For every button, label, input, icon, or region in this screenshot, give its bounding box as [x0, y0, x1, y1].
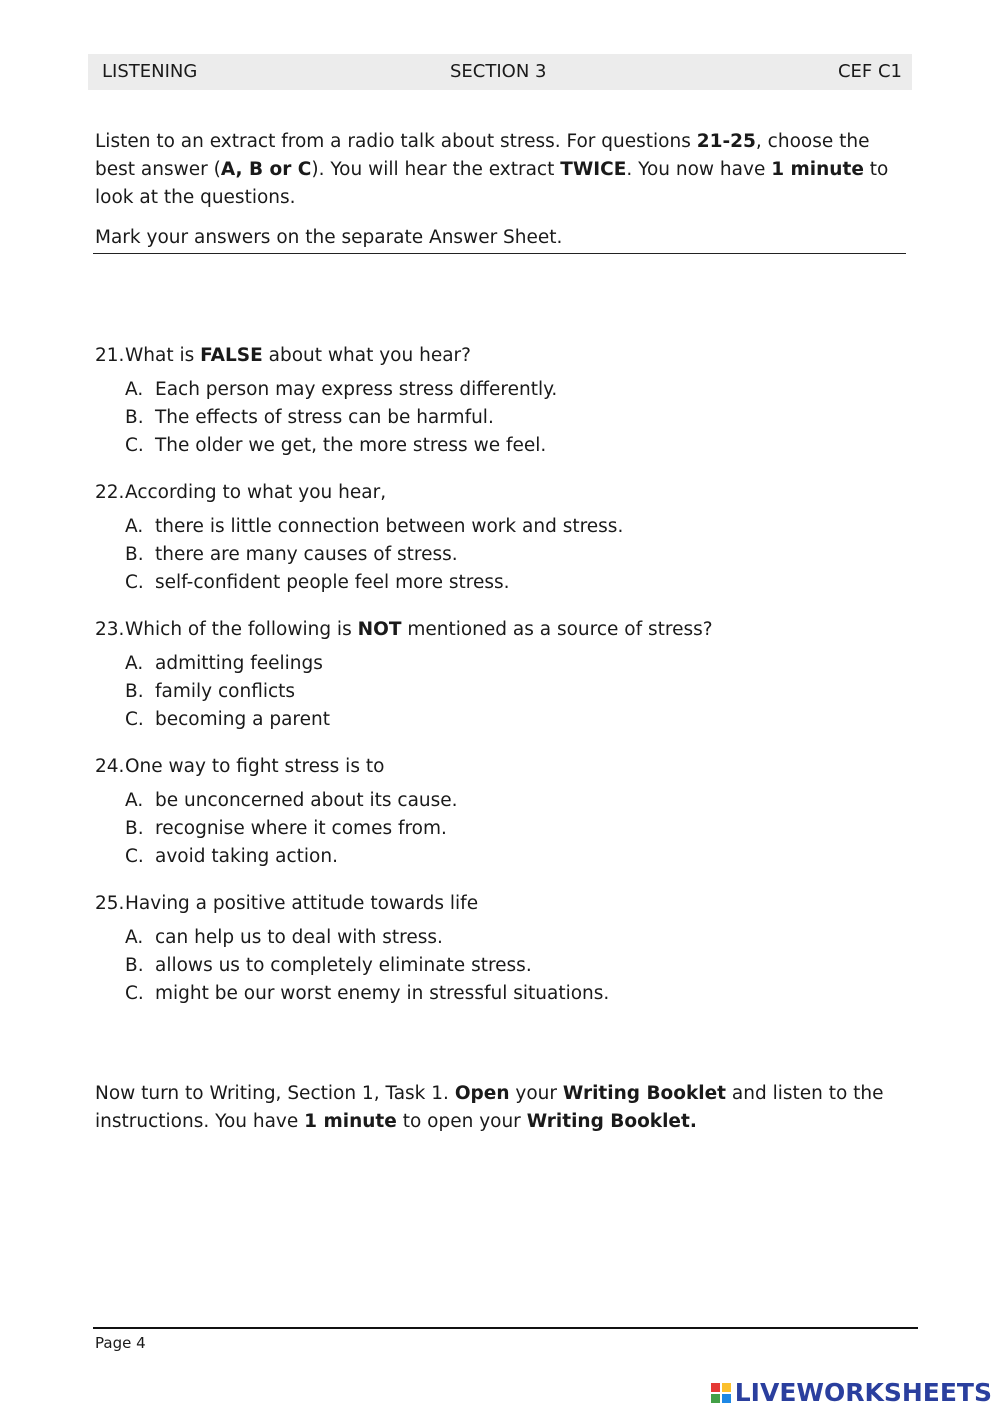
page-header — [88, 54, 912, 90]
option[interactable]: C. might be our worst enemy in stressful situations. — [125, 983, 610, 1004]
option[interactable]: C. avoid taking action. — [125, 846, 338, 867]
option[interactable]: A. Each person may express stress differently. — [125, 379, 558, 400]
header-listening: LISTENING — [102, 61, 198, 82]
watermark — [711, 1378, 992, 1407]
option[interactable]: C. The older we get, the more stress we feel. — [125, 435, 547, 456]
footer-divider — [93, 1327, 918, 1329]
question-21: 21. What is FALSE about what you hear? A. Each person may express stress differently. B. The effects of stress can be harmful. C. The older we get, the more stress we feel. — [95, 342, 875, 460]
liveworksheets-logo-icon — [711, 1383, 731, 1403]
option[interactable]: A. can help us to deal with stress. — [125, 927, 443, 948]
header-level: CEF C1 — [837, 61, 902, 82]
header-section: SECTION 3 — [450, 61, 547, 82]
answer-sheet-note: Mark your answers on the separate Answer Sheet. — [95, 227, 563, 248]
question-23: 23. Which of the following is NOT mentioned as a source of stress? A. admitting feelings B. family conflicts C. becoming a parent — [95, 616, 875, 734]
instructions: Listen to an extract from a radio talk about stress. For questions 21-25, choose the best answer (A, B or C). You will hear the extract TWICE. You now have 1 minute to look at the questions. — [95, 131, 889, 208]
question-25: 25. Having a positive attitude towards life A. can help us to deal with stress. B. allows us to completely eliminate stress. C. might be our worst enemy in stressful situations. — [95, 890, 875, 1008]
option[interactable]: B. there are many causes of stress. — [125, 544, 458, 565]
option[interactable]: A. be unconcerned about its cause. — [125, 790, 458, 811]
option[interactable]: B. The effects of stress can be harmful. — [125, 407, 494, 428]
option[interactable]: A. admitting feelings — [125, 653, 323, 674]
option[interactable]: B. recognise where it comes from. — [125, 818, 447, 839]
divider — [93, 253, 906, 254]
page-number: Page 4 — [95, 1334, 146, 1352]
option[interactable]: B. family conflicts — [125, 681, 296, 702]
watermark-text: LIVEWORKSHEETS — [734, 1378, 992, 1407]
option[interactable]: C. becoming a parent — [125, 709, 330, 730]
question-22: 22. According to what you hear, A. there is little connection between work and stress. B. there are many causes of stress. C. self-confident people feel more stress. — [95, 479, 875, 597]
closing-instructions: Now turn to Writing, Section 1, Task 1. Open your Writing Booklet and listen to the instructions. You have 1 minute to open your Writing Booklet. — [95, 1083, 884, 1132]
option[interactable]: C. self-confident people feel more stress. — [125, 572, 510, 593]
option[interactable]: B. allows us to completely eliminate stress. — [125, 955, 532, 976]
option[interactable]: A. there is little connection between work and stress. — [125, 516, 624, 537]
question-24: 24. One way to fight stress is to A. be unconcerned about its cause. B. recognise where it comes from. C. avoid taking action. — [95, 753, 875, 871]
